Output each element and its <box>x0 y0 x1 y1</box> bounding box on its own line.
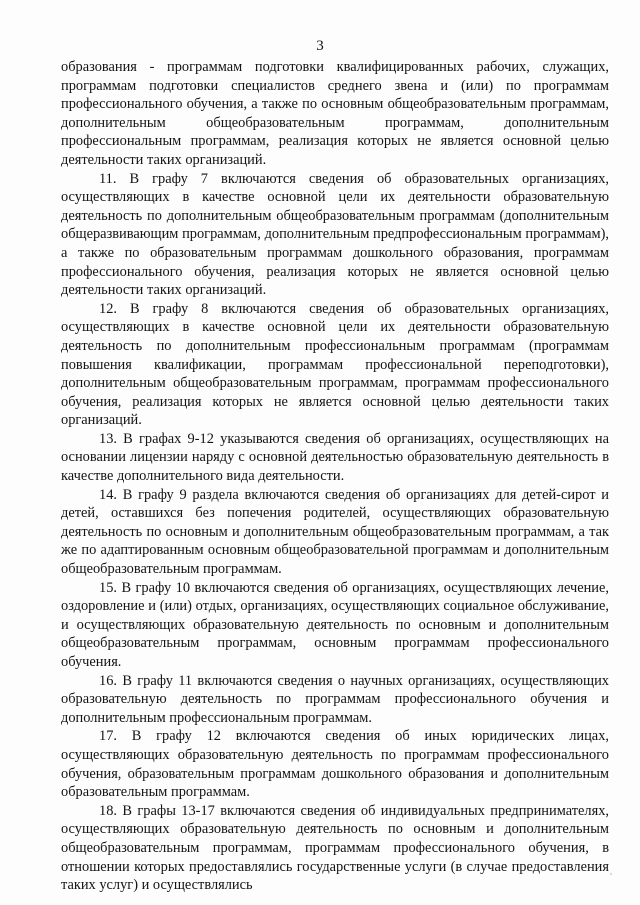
paragraph-16: 16. В графу 11 включаются сведения о научных организациях, осуществляющих образовательную деятельность по программам профессионального обучения и дополнительным профессиональным программам. <box>61 672 609 726</box>
paragraph-18: 18. В графы 13-17 включаются сведения об индивидуальных предпринимателях, осуществляющих образовательную деятельность по основным и дополнительным общеобразовательным программам, программам профессионального обучения, в отношении которых предоставлялись государственные услуги (в случае предоставления таких услуг) и осуществлялись <box>61 802 609 894</box>
paragraph-14: 14. В графу 9 раздела включаются сведения об организациях для детей-сирот и детей, оставшихся без попечения родителей, осуществляющих образовательную деятельность по основным и дополнительным общеобразовательным программам, а так же по адаптированным основным общеобразовательной программам и дополнительным общеобразовательным программам. <box>61 486 609 578</box>
document-body <box>61 58 609 895</box>
paragraph-12: 12. В графу 8 включаются сведения об образовательных организациях, осуществляющих в качестве основной цели их деятельности образовательную деятельность по дополнительным профессиональным программам (программам повышения квалификации, программам профессиональной переподготовки), дополнительным общеобразовательным программам, программам профессионального обучения, реализация которых не является основной целью деятельности таких организаций. <box>61 300 609 429</box>
page-number: 3 <box>316 38 324 54</box>
paragraph-15: 15. В графу 10 включаются сведения об организациях, осуществляющих лечение, оздоровление и (или) отдых, организациях, осуществляющих социальное обслуживание, и осуществляющих образовательную деятельность по основным и дополнительным общеобразовательным программам, основным программам профессионального обучения. <box>61 579 609 670</box>
paragraph-17: 17. В графу 12 включаются сведения об иных юридических лицах, осуществляющих образовательную деятельность по программам профессионального обучения, образовательным программам дошкольного образования и дополнительным образовательным программам. <box>61 728 609 801</box>
scan-mark-icon <box>604 867 618 881</box>
paragraph-continuation: образования - программам подготовки квалифицированных рабочих, служащих, программам подготовки специалистов среднего звена и (или) по программам профессионального обучения, а также по основным общеобразовательным программам, дополнительным общеобразовательным программам, дополнительным профессиональным программам, реализация которых не является основной целью деятельности таких организаций. <box>61 59 609 168</box>
paragraph-13: 13. В графах 9-12 указываются сведения об организациях, осуществляющих на основании лицензии наряду с основной деятельностью образовательную деятельность в качестве дополнительного вида деятельности. <box>61 430 609 485</box>
paragraph-11: 11. В графу 7 включаются сведения об образовательных организациях, осуществляющих в качестве основной цели их деятельности образовательную деятельность по дополнительным общеобразовательным программам (дополнительным общеразвивающим программам, дополнительным предпрофессиональным программам), а также по образовательным программам дошкольного образования, программам профессионального обучения, реализация которых не является основной целью деятельности таких организаций. <box>61 170 609 299</box>
